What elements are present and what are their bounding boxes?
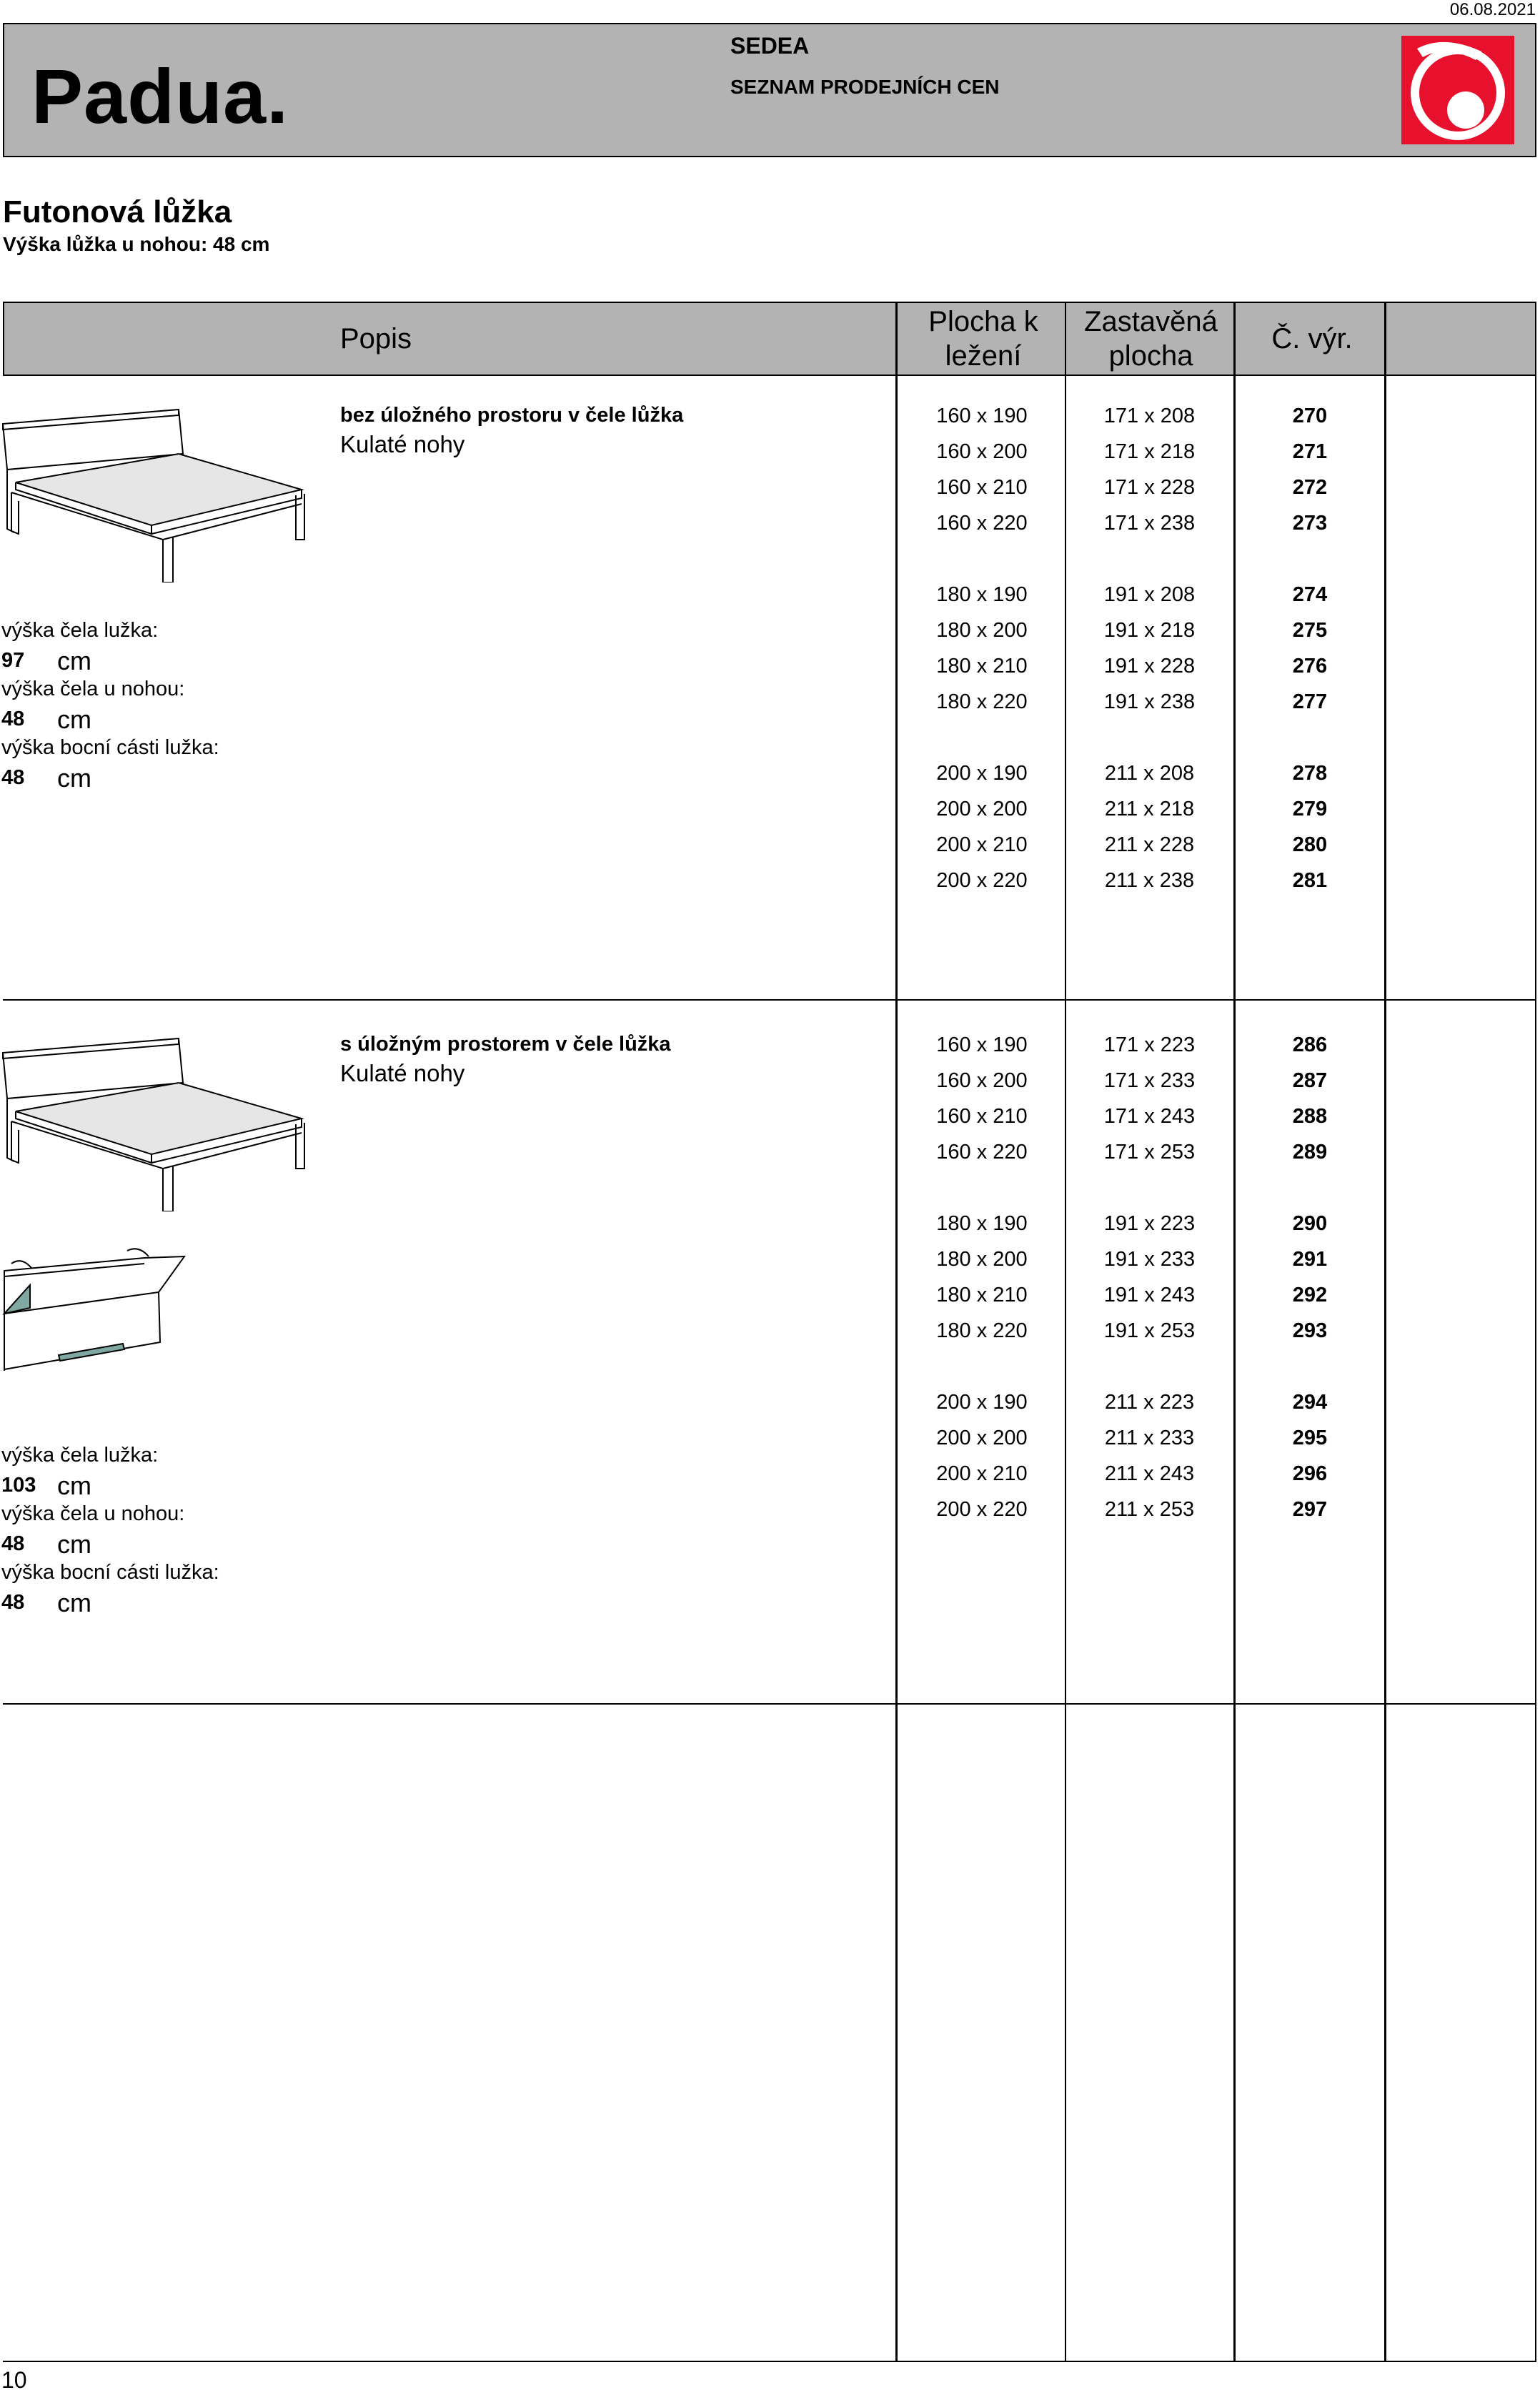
dimension-unit: cm [57,646,91,675]
dimension-unit: cm [57,1471,91,1500]
page-number: 10 [1,2367,27,2393]
product-number-cell: 277 [1292,690,1328,713]
product-number-cell: 280 [1292,833,1328,856]
headboard-storage-illustration-icon [1,1242,187,1371]
footprint-cell: 171 x 243 [1103,1105,1196,1128]
dimension-label: výška čela u nohou: [1,678,185,700]
size-cell: 160 x 190 [936,1033,1028,1056]
dimension-value: 97 [1,649,25,672]
column-header-plocha-line2: ležení [945,340,1022,372]
section-subtitle: Výška lůžka u nohou: 48 cm [3,233,270,255]
footprint-cell: 191 x 233 [1103,1248,1196,1271]
size-cell: 200 x 190 [936,762,1028,785]
footprint-cell: 191 x 208 [1103,583,1196,606]
size-cell: 160 x 190 [936,405,1028,427]
brand-logo-icon [1401,36,1514,144]
column-header-popis: Popis [340,323,412,354]
footprint-cell: 171 x 218 [1103,440,1196,463]
footprint-cell: 211 x 233 [1104,1427,1195,1449]
product-description-feature: Kulaté nohy [340,1060,465,1086]
column-divider [1535,302,1536,2361]
table-bottom-line [3,2361,1536,2362]
dimension-label: výška bocní cásti lužka: [1,1561,219,1584]
product-number-cell: 290 [1292,1212,1328,1235]
product-number-cell: 288 [1292,1105,1328,1128]
dimension-value: 48 [1,1532,25,1555]
size-cell: 160 x 220 [936,512,1028,535]
dimension-unit: cm [57,1588,91,1617]
footprint-cell: 211 x 223 [1104,1391,1195,1414]
size-cell: 200 x 210 [936,833,1028,856]
size-cell: 180 x 190 [936,1212,1028,1235]
size-cell: 160 x 210 [936,1105,1028,1128]
size-cell: 200 x 210 [936,1462,1028,1485]
product-number-cell: 286 [1292,1033,1328,1056]
size-cell: 200 x 200 [936,798,1028,820]
product-number-cell: 291 [1292,1248,1328,1271]
product-number-cell: 276 [1292,655,1328,678]
size-cell: 180 x 200 [936,619,1028,642]
product-number-cell: 296 [1292,1462,1328,1485]
dimension-value: 48 [1,766,25,789]
dimension-label: výška čela u nohou: [1,1502,185,1525]
footprint-cell: 171 x 233 [1103,1069,1196,1092]
dimension-value: 103 [1,1474,36,1497]
footprint-cell: 171 x 208 [1103,405,1196,427]
size-cell: 180 x 210 [936,655,1028,678]
brand-title: Padua. [31,53,289,139]
dimension-label: výška bocní cásti lužka: [1,736,219,759]
product-number-cell: 274 [1292,583,1328,606]
footprint-cell: 191 x 253 [1103,1319,1196,1342]
size-cell: 160 x 200 [936,1069,1028,1092]
futon-bed-illustration-icon [1,404,316,582]
dimension-value: 48 [1,1591,25,1614]
dimension-unit: cm [57,763,91,793]
size-cell: 160 x 210 [936,476,1028,499]
footprint-cell: 171 x 253 [1103,1141,1196,1164]
size-cell: 160 x 220 [936,1141,1028,1164]
product-number-cell: 294 [1292,1391,1328,1414]
section-title: Futonová lůžka [3,194,232,229]
footprint-cell: 191 x 228 [1103,655,1196,678]
product-number-cell: 279 [1292,798,1328,820]
footprint-cell: 211 x 253 [1104,1498,1195,1521]
product-description-feature: Kulaté nohy [340,431,465,457]
footprint-cell: 171 x 238 [1103,512,1196,535]
footprint-cell: 211 x 218 [1104,798,1195,820]
row-divider [3,999,1536,1001]
product-number-cell: 295 [1292,1427,1328,1449]
product-description-title: s úložným prostorem v čele lůžka [340,1033,671,1056]
product-number-cell: 281 [1292,869,1328,892]
footprint-cell: 191 x 238 [1103,690,1196,713]
footprint-cell: 191 x 243 [1103,1284,1196,1306]
size-cell: 200 x 200 [936,1427,1028,1449]
column-header-plocha [898,304,1068,373]
product-number-cell: 275 [1292,619,1328,642]
footprint-cell: 191 x 223 [1103,1212,1196,1235]
header-band [3,23,1536,157]
product-number-cell: 273 [1292,512,1328,535]
size-cell: 180 x 220 [936,690,1028,713]
footprint-cell: 191 x 218 [1103,619,1196,642]
footprint-cell: 211 x 238 [1104,869,1195,892]
column-header-plocha-line1: Plocha k [928,306,1038,337]
futon-bed-storage-illustration-icon [1,1033,316,1211]
footprint-cell: 171 x 228 [1103,476,1196,499]
row-divider [3,1703,1536,1705]
column-header-zastavena-line1: Zastavěná [1084,306,1218,337]
size-cell: 200 x 190 [936,1391,1028,1414]
product-number-cell: 297 [1292,1498,1328,1521]
size-cell: 200 x 220 [936,1498,1028,1521]
product-number-cell: 278 [1292,762,1328,785]
dimension-unit: cm [57,705,91,734]
size-cell: 160 x 200 [936,440,1028,463]
size-cell: 180 x 190 [936,583,1028,606]
product-number-cell: 270 [1292,405,1328,427]
column-header-zastavena-line2: plocha [1108,340,1193,372]
dimension-label: výška čela lužka: [1,1444,159,1467]
product-number-cell: 272 [1292,476,1328,499]
footprint-cell: 211 x 228 [1104,833,1195,856]
size-cell: 180 x 210 [936,1284,1028,1306]
dimension-value: 48 [1,708,25,730]
size-cell: 180 x 200 [936,1248,1028,1271]
product-number-cell: 289 [1292,1141,1328,1164]
size-cell: 200 x 220 [936,869,1028,892]
column-header-cislo: Č. výr. [1271,323,1353,354]
footprint-cell: 171 x 223 [1103,1033,1196,1056]
product-number-cell: 292 [1292,1284,1328,1306]
column-header-zastavena [1067,304,1235,373]
product-number-cell: 293 [1292,1319,1328,1342]
product-number-cell: 287 [1292,1069,1328,1092]
dimension-label: výška čela lužka: [1,619,159,642]
table-header [3,302,1536,376]
brand-name: SEDEA [730,33,810,59]
footprint-cell: 211 x 243 [1104,1462,1195,1485]
dimension-unit: cm [57,1529,91,1559]
brand-subtitle: SEZNAM PRODEJNÍCH CEN [730,76,1000,98]
size-cell: 180 x 220 [936,1319,1028,1342]
print-date: 06.08.2021 [1449,0,1536,19]
product-description-title: bez úložného prostoru v čele lůžka [340,404,684,427]
product-number-cell: 271 [1292,440,1328,463]
footprint-cell: 211 x 208 [1104,762,1195,785]
